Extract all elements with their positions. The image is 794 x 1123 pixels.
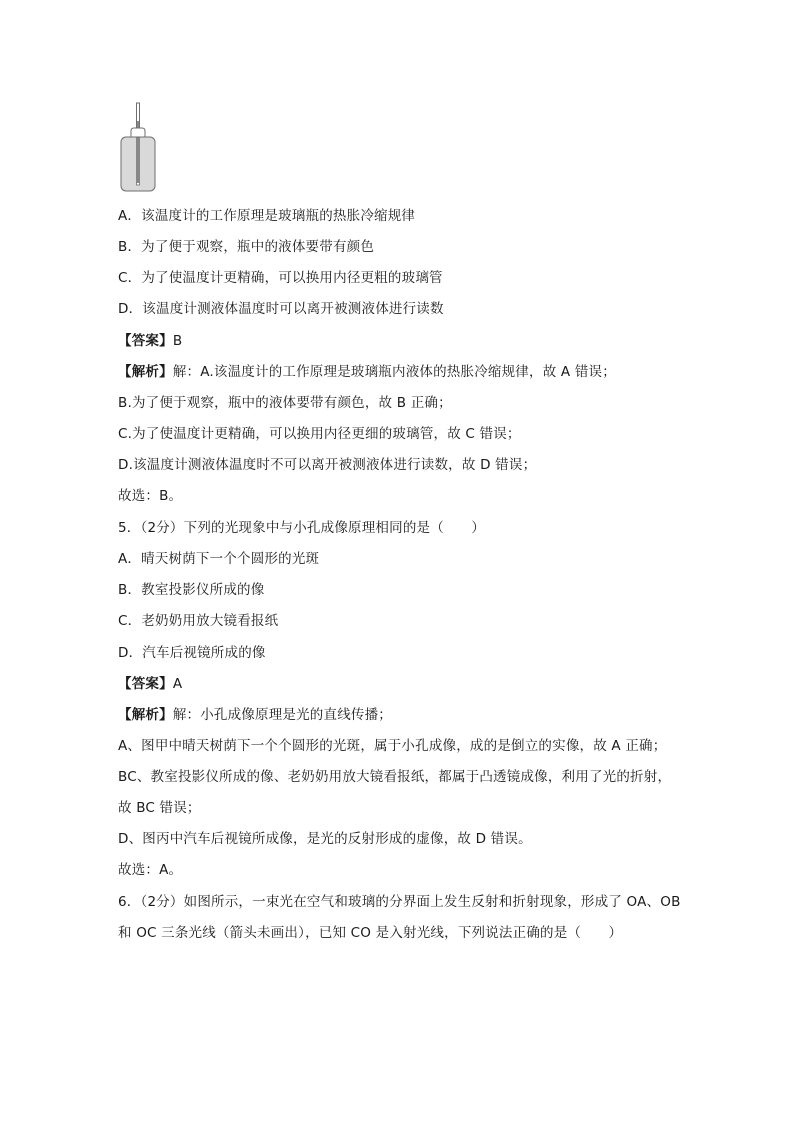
q5-option-b: B．教室投影仪所成的像	[118, 582, 265, 598]
q4-conclusion: 故选：B。	[118, 488, 183, 504]
q4-option-d: D．该温度计测液体温度时可以离开被测液体进行读数	[118, 301, 444, 317]
q5-conclusion: 故选：A。	[118, 862, 183, 878]
q5-question: 5．（2分）下列的光现象中与小孔成像原理相同的是（ ）	[118, 520, 486, 536]
q4-option-b: B．为了便于观察，瓶中的液体要带有颜色	[118, 239, 375, 255]
analysis-label: 【解析】	[118, 364, 173, 380]
q6-question-line: 和 OC 三条光线（箭头未画出），已知 CO 是入射光线，下列说法正确的是（ ）	[118, 925, 623, 941]
q4-analysis-line	[118, 362, 688, 382]
bottle-thermometer-figure	[118, 101, 158, 193]
q5-option-a: A．晴天树荫下一个个圆形的光斑	[118, 551, 320, 567]
q4-analysis-line: D.该温度计测液体温度时不可以离开被测液体进行读数，故 D 错误；	[118, 457, 537, 473]
q4-analysis-line: C.为了使温度计更精确，可以换用内径更细的玻璃管，故 C 错误；	[118, 426, 521, 442]
analysis-label: 【解析】	[118, 707, 173, 723]
answer-value: A	[172, 676, 183, 692]
q4-option-a: A．该温度计的工作原理是玻璃瓶的热胀冷缩规律	[118, 208, 416, 224]
q5-analysis-line	[118, 705, 688, 725]
answer-label: 【答案】	[118, 676, 173, 692]
q4-answer	[118, 331, 688, 351]
q5-option-c: C．老奶奶用放大镜看报纸	[118, 613, 279, 629]
analysis-text: 解：A.该温度计的工作原理是玻璃瓶内液体的热胀冷缩规律，故 A 错误；	[172, 364, 616, 380]
q5-analysis-line: 故 BC 错误；	[118, 800, 201, 816]
q5-analysis-line: D、图丙中汽车后视镜所成像，是光的反射形成的虚像，故 D 错误。	[118, 831, 532, 847]
q5-analysis-line: BC、教室投影仪所成的像、老奶奶用放大镜看报纸，都属于凸透镜成像，利用了光的折射，	[118, 769, 672, 785]
analysis-text: 解：小孔成像原理是光的直线传播；	[172, 707, 393, 723]
q5-option-d: D．汽车后视镜所成的像	[118, 645, 266, 661]
q4-analysis-line: B.为了便于观察，瓶中的液体要带有颜色，故 B 正确；	[118, 395, 452, 411]
q6-question-line: 6．（2分）如图所示，一束光在空气和玻璃的分界面上发生反射和折射现象，形成了 OA、OB	[118, 894, 681, 910]
q4-option-c: C．为了使温度计更精确，可以换用内径更粗的玻璃管	[118, 270, 443, 286]
q5-answer	[118, 674, 688, 694]
answer-label: 【答案】	[118, 333, 173, 349]
q5-analysis-line: A、图甲中晴天树荫下一个个圆形的光斑，属于小孔成像，成的是倒立的实像，故 A 正确；	[118, 738, 667, 754]
answer-value: B	[172, 333, 183, 349]
